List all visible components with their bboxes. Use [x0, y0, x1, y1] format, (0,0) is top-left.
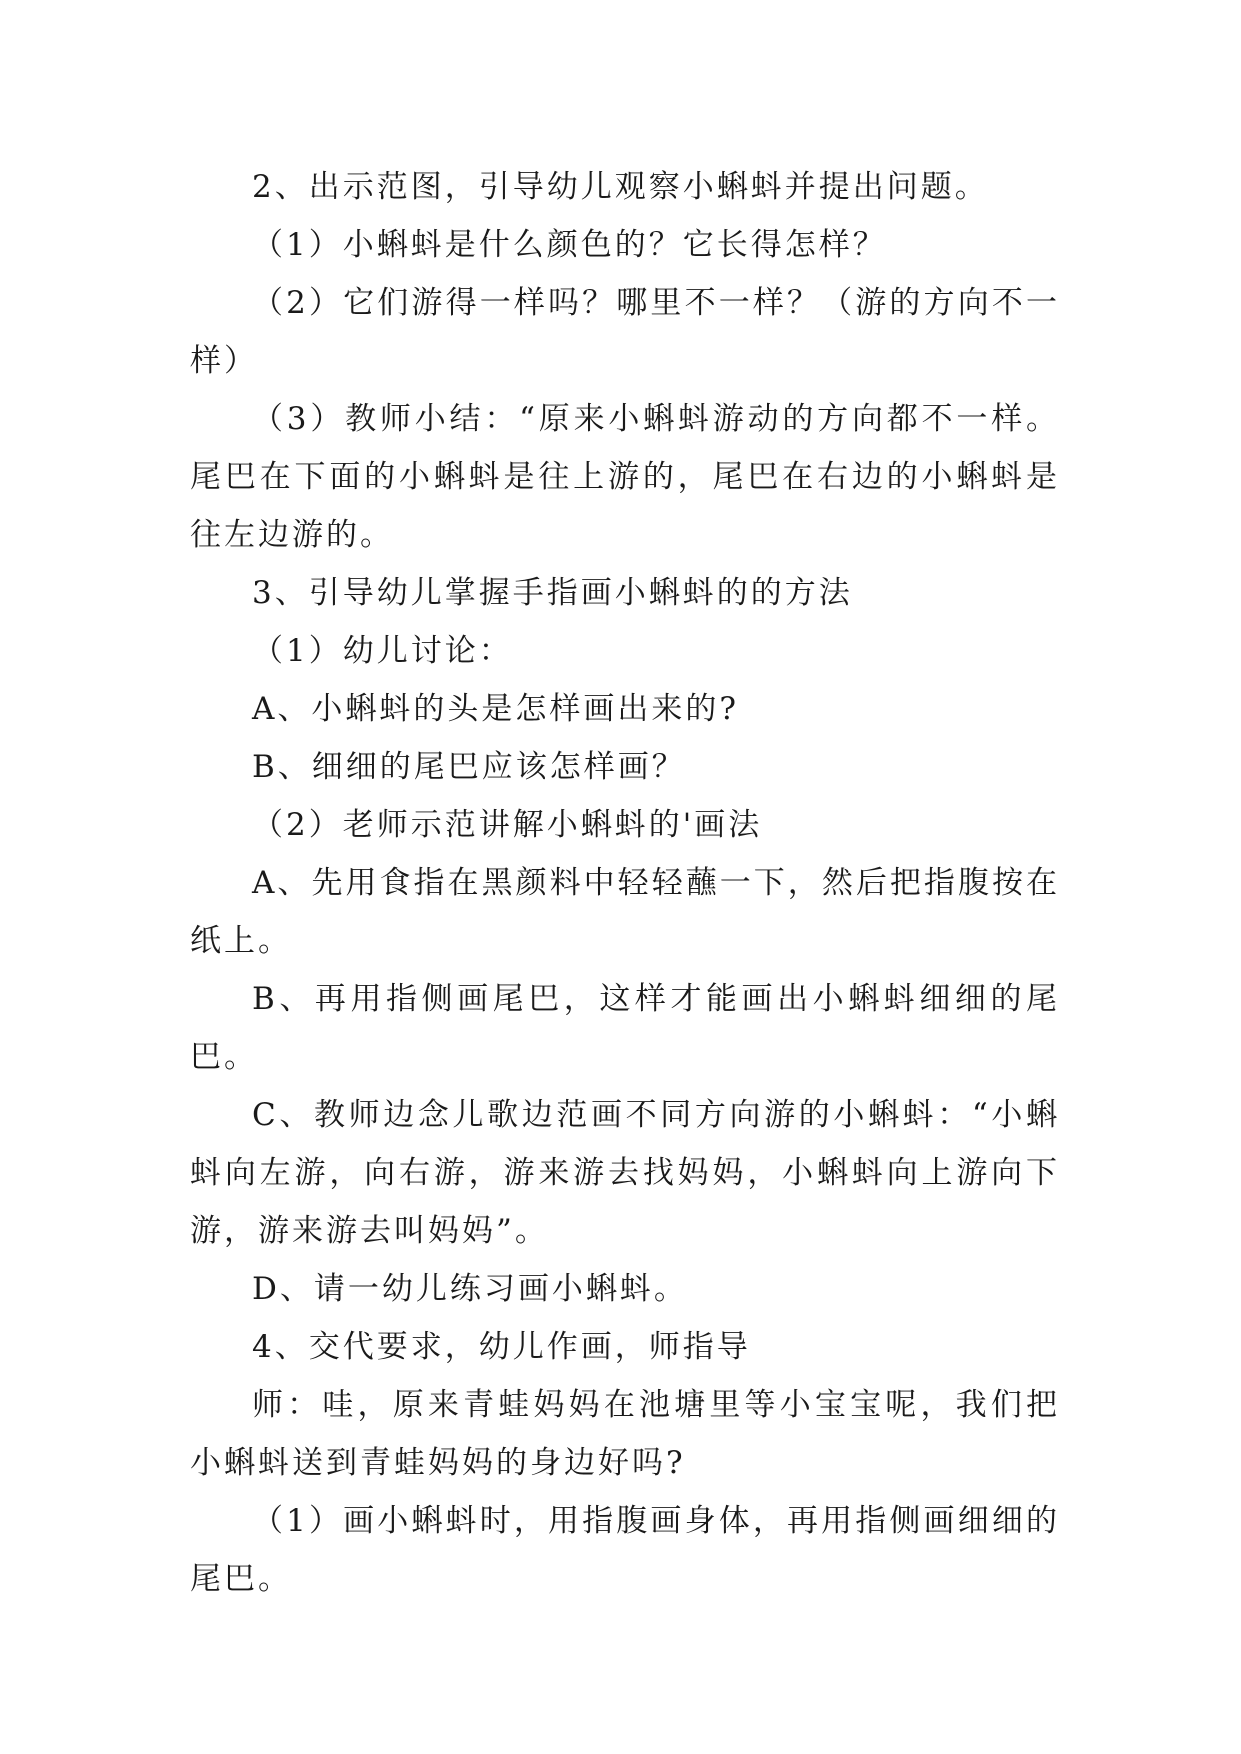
paragraph-demonstration: （2）老师示范讲解小蝌蚪的'画法	[252, 807, 763, 843]
paragraph-step-3: 3、引导幼儿掌握手指画小蝌蚪的的方法	[252, 575, 853, 611]
paragraph-teacher-prompt: 师：哇，原来青蛙妈妈在池塘里等小宝宝呢，我们把小蝌蚪送到青蛙妈妈的身边好吗?	[190, 1387, 1060, 1481]
paragraph-demo-b: B、再用指侧画尾巴，这样才能画出小蝌蚪细细的尾巴。	[190, 981, 1060, 1075]
paragraph-question-direction: （2）它们游得一样吗？哪里不一样？（游的方向不一样）	[190, 285, 1060, 379]
paragraph-demo-a: A、先用食指在黑颜料中轻轻蘸一下，然后把指腹按在纸上。	[190, 865, 1060, 959]
paragraph-step-2: 2、出示范图，引导幼儿观察小蝌蚪并提出问题。	[252, 169, 989, 205]
paragraph-discussion: （1）幼儿讨论：	[252, 633, 513, 669]
paragraph-discussion-b: B、细细的尾巴应该怎样画？	[252, 749, 686, 785]
paragraph-demo-d: D、请一幼儿练习画小蝌蚪。	[252, 1271, 688, 1307]
paragraph-teacher-summary: （3）教师小结：“原来小蝌蚪游动的方向都不一样。尾巴在下面的小蝌蚪是往上游的，尾巴在右边的小蝌蚪是往左边游的。	[190, 401, 1060, 553]
paragraph-step-4: 4、交代要求，幼儿作画，师指导	[252, 1329, 751, 1365]
paragraph-question-color: （1）小蝌蚪是什么颜色的？它长得怎样？	[252, 227, 887, 263]
document-body	[190, 158, 1060, 1608]
paragraph-discussion-a: A、小蝌蚪的头是怎样画出来的?	[252, 691, 740, 727]
paragraph-demo-c: C、教师边念儿歌边范画不同方向游的小蝌蚪：“小蝌蚪向左游，向右游，游来游去找妈妈，小蝌蚪向上游向下游，游来游去叫妈妈”。	[190, 1097, 1060, 1249]
paragraph-drawing-tip: （1）画小蝌蚪时，用指腹画身体，再用指侧画细细的尾巴。	[190, 1503, 1060, 1597]
